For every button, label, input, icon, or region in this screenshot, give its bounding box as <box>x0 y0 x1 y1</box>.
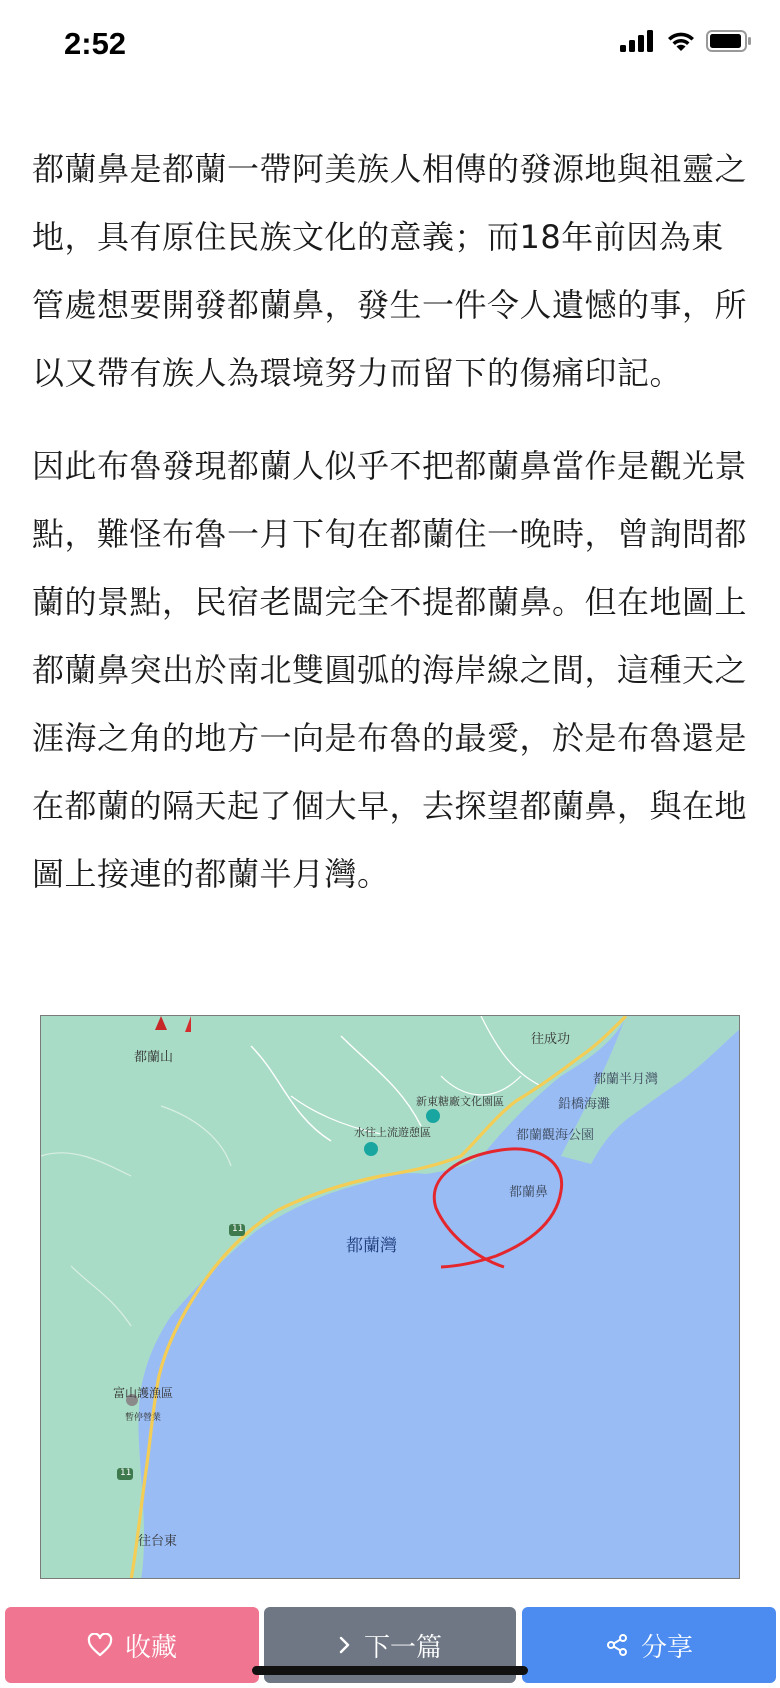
cellular-signal-icon <box>620 30 656 52</box>
map-label-to-taitung: 往台東 <box>138 1534 178 1549</box>
favorite-label: 收藏 <box>124 1632 177 1663</box>
status-bar <box>0 0 780 92</box>
share-icon <box>605 1633 629 1657</box>
map-label-ocean-park: 都蘭觀海公園 <box>516 1128 595 1143</box>
article-paragraph: 都蘭鼻是都蘭一帶阿美族人相傳的發源地與祖靈之地，具有原住民族文化的意義；而18年前因為東管處想要開發都蘭鼻，發生一件令人遺憾的事，所以又帶有族人為環境努力而留下的傷痛印記。 <box>32 150 748 392</box>
bottom-action-bar <box>0 1604 780 1688</box>
map-label-lead-bridge: 鉛橋海灘 <box>558 1097 611 1112</box>
map-graphic <box>41 1016 740 1579</box>
map-label-fushan: 富山護漁區 <box>113 1386 174 1400</box>
route-11-shield: 11 <box>120 1468 132 1478</box>
article-body <box>32 135 750 933</box>
status-icons <box>620 30 752 52</box>
map-label-dulan-bay: 都蘭灣 <box>346 1236 397 1256</box>
share-label: 分享 <box>640 1632 693 1663</box>
next-article-label: 下一篇 <box>363 1632 442 1663</box>
article-paragraph: 因此布魯發現都蘭人似乎不把都蘭鼻當作是觀光景點，難怪布魯一月下旬在都蘭住一晚時，曾詢問都蘭的景點，民宿老闆完全不提都蘭鼻。但在地圖上都蘭鼻突出於南北雙圓弧的海岸線之間，這種天之涯海之角的地方一向是布魯的最愛，於是布魯還是在都蘭的隔天起了個大早，去探望都蘭鼻，與在地圖上接連的都蘭半月灣。 <box>32 447 748 893</box>
status-time: 2:52 <box>64 26 127 61</box>
favorite-button[interactable] <box>5 1607 259 1683</box>
route-11-shield: 11 <box>232 1224 244 1234</box>
share-button[interactable] <box>522 1607 776 1683</box>
map-label-water-uphill: 水往上流遊憩區 <box>354 1126 431 1139</box>
heart-icon <box>87 1633 113 1657</box>
map-label-sugar-factory: 新東糖廠文化園區 <box>416 1095 504 1108</box>
wifi-icon <box>666 30 696 52</box>
map-image <box>40 1015 740 1579</box>
map-label-mountain: 都蘭山 <box>134 1050 174 1065</box>
battery-icon <box>706 30 752 52</box>
chevron-right-icon <box>338 1635 352 1655</box>
map-label-fushan-closed: 暫停營業 <box>125 1413 162 1423</box>
map-label-half-moon-bay: 都蘭半月灣 <box>593 1072 659 1087</box>
home-indicator[interactable] <box>252 1666 528 1675</box>
map-label-dulan-nose: 都蘭鼻 <box>509 1185 549 1200</box>
map-label-to-chenggong: 往成功 <box>531 1032 571 1047</box>
